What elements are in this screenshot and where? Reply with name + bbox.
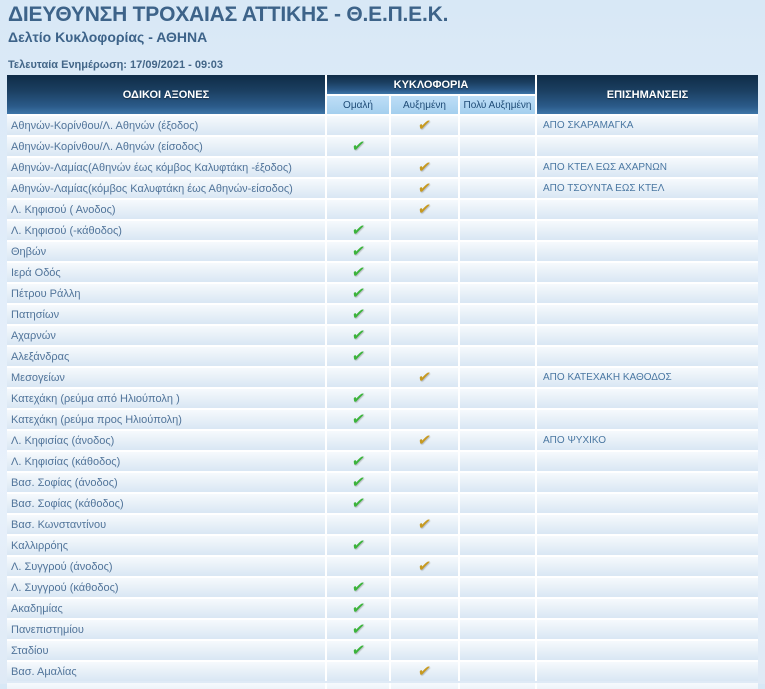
road-name: Κατεχάκη (ρεύμα προς Ηλιούπολη) (7, 410, 325, 429)
traffic-bulletin-page (0, 3, 765, 689)
remark-cell (537, 452, 758, 471)
check-icon: ✔ (416, 369, 433, 386)
status-cell-very-increased (460, 452, 535, 471)
status-cell-very-increased (460, 473, 535, 492)
check-icon: ✔ (350, 579, 366, 596)
check-icon: ✔ (350, 453, 366, 470)
subcolumn-header-increased: Αυξημένη (391, 96, 458, 114)
status-cell-normal (327, 389, 389, 408)
subcolumn-header-very-increased: Πολύ Αυξημένη (460, 96, 535, 114)
status-cell-increased (391, 431, 458, 450)
status-cell-very-increased (460, 179, 535, 198)
status-cell-increased (391, 557, 458, 576)
status-cell-increased (391, 347, 458, 366)
status-cell-very-increased (460, 200, 535, 219)
status-cell-increased (391, 641, 458, 660)
check-icon: ✔ (350, 222, 366, 239)
remark-cell: ΑΠΟ ΨΥΧΙΚΟ (537, 431, 758, 450)
remark-cell (537, 242, 758, 261)
status-cell-normal (327, 410, 389, 429)
status-cell-increased (391, 326, 458, 345)
remark-cell (537, 473, 758, 492)
status-cell-very-increased (460, 116, 535, 135)
status-cell-increased (391, 116, 458, 135)
check-icon: ✔ (416, 117, 433, 134)
remark-cell (537, 284, 758, 303)
status-cell-increased (391, 200, 458, 219)
status-cell-normal (327, 557, 389, 576)
road-name: Ακαδημίας (7, 599, 325, 618)
road-name: Μεσογείων (7, 368, 325, 387)
status-cell-increased (391, 494, 458, 513)
status-cell-very-increased (460, 305, 535, 324)
column-header-traffic: ΚΥΚΛΟΦΟΡΙΑ (327, 75, 535, 94)
check-icon: ✔ (350, 138, 366, 155)
check-icon: ✔ (350, 537, 366, 554)
check-icon: ✔ (416, 663, 433, 680)
remark-cell (537, 662, 758, 681)
status-cell-increased (391, 578, 458, 597)
page-subtitle: Δελτίο Κυκλοφορίας - ΑΘΗΝΑ (8, 29, 208, 45)
road-name: Λ. Κηφισού ( Ανοδος) (7, 200, 325, 219)
remark-cell (537, 620, 758, 639)
remark-cell: ΑΠΟ ΚΑΤΕΧΑΚΗ ΚΑΘΟΔΟΣ (537, 368, 758, 387)
page-title: ΔΙΕΥΘΥΝΣΗ ΤΡΟΧΑΙΑΣ ΑΤΤΙΚΗΣ - Θ.Ε.Π.Ε.Κ. (8, 3, 449, 26)
status-cell-normal (327, 662, 389, 681)
road-name: Λ. Συγγρού (κάθοδος) (7, 578, 325, 597)
status-cell-increased (391, 662, 458, 681)
status-cell-increased (391, 158, 458, 177)
status-cell-normal (327, 137, 389, 156)
status-cell-very-increased (460, 410, 535, 429)
road-name: Λ. Συγγρού (άνοδος) (7, 557, 325, 576)
road-name: Αχαρνών (7, 326, 325, 345)
status-cell-increased (391, 221, 458, 240)
status-cell-normal (327, 305, 389, 324)
road-name: Σταδίου (7, 641, 325, 660)
status-cell-normal (327, 641, 389, 660)
road-name: Λ. Κηφισού (-κάθοδος) (7, 221, 325, 240)
status-cell-increased (391, 389, 458, 408)
check-icon: ✔ (350, 621, 366, 638)
check-icon: ✔ (416, 516, 433, 533)
remark-cell (537, 536, 758, 555)
check-icon: ✔ (350, 600, 366, 617)
status-cell-very-increased (460, 662, 535, 681)
status-cell-normal (327, 116, 389, 135)
status-cell-very-increased (460, 431, 535, 450)
status-cell-increased (391, 137, 458, 156)
status-cell-increased (391, 536, 458, 555)
status-cell-very-increased (460, 221, 535, 240)
remark-cell (537, 326, 758, 345)
remark-cell (537, 137, 758, 156)
remark-cell (537, 641, 758, 660)
status-cell-very-increased (460, 263, 535, 282)
last-update (8, 59, 758, 71)
remark-cell (537, 200, 758, 219)
remark-cell: ΑΠΟ ΤΣΟΥΝΤΑ ΕΩΣ ΚΤΕΛ (537, 179, 758, 198)
remark-cell (537, 221, 758, 240)
status-cell-normal (327, 326, 389, 345)
remark-cell (537, 599, 758, 618)
last-update-value: 17/09/2021 - 09:03 (130, 59, 224, 71)
check-icon: ✔ (350, 474, 366, 491)
last-update-label: Τελευταία Ενημέρωση: (8, 59, 127, 71)
road-name: Κατεχάκη (ρεύμα από Ηλιούπολη ) (7, 389, 325, 408)
road-name: Λ. Κηφισίας (άνοδος) (7, 431, 325, 450)
road-name: Πέτρου Ράλλη (7, 284, 325, 303)
remark-cell (537, 410, 758, 429)
check-icon: ✔ (416, 159, 433, 176)
check-icon: ✔ (350, 411, 366, 428)
status-cell-very-increased (460, 368, 535, 387)
road-name: Πατησίων (7, 305, 325, 324)
road-name: Ιερά Οδός (7, 263, 325, 282)
status-cell-normal (327, 158, 389, 177)
status-cell-increased (391, 179, 458, 198)
status-cell-increased (391, 305, 458, 324)
road-name: Αθηνών-Λαμίας(κόμβος Καλυφτάκη έως Αθηνών-είσοδος) (7, 179, 325, 198)
remark-cell (537, 515, 758, 534)
status-cell-normal (327, 536, 389, 555)
status-cell-increased (391, 452, 458, 471)
status-cell-normal (327, 284, 389, 303)
status-cell-very-increased (460, 326, 535, 345)
status-cell-very-increased (460, 578, 535, 597)
road-name: Αλεξάνδρας (7, 347, 325, 366)
status-cell-very-increased (460, 536, 535, 555)
status-cell-very-increased (460, 599, 535, 618)
road-name: Βασ. Σοφίας (κάθοδος) (7, 494, 325, 513)
remark-cell (537, 305, 758, 324)
status-cell-normal (327, 599, 389, 618)
remark-cell (537, 578, 758, 597)
road-name: Θηβών (7, 242, 325, 261)
status-cell-very-increased (460, 347, 535, 366)
status-cell-very-increased (460, 515, 535, 534)
remark-cell (537, 347, 758, 366)
status-cell-increased (391, 620, 458, 639)
status-cell-very-increased (460, 158, 535, 177)
status-cell-normal (327, 368, 389, 387)
status-cell-normal (327, 494, 389, 513)
check-icon: ✔ (350, 306, 366, 323)
check-icon: ✔ (350, 264, 366, 281)
status-cell-increased (391, 284, 458, 303)
status-cell-increased (391, 242, 458, 261)
road-name: Καλλιρρόης (7, 536, 325, 555)
status-cell-normal (327, 200, 389, 219)
road-name: Αθηνών-Λαμίας(Αθηνών έως κόμβος Καλυφτάκη -έξοδος) (7, 158, 325, 177)
check-icon: ✔ (350, 243, 366, 260)
status-cell-normal (327, 620, 389, 639)
status-cell-very-increased (460, 494, 535, 513)
road-name: Λ. Κηφισίας (κάθοδος) (7, 452, 325, 471)
road-name: Βασ. Σοφίας (άνοδος) (7, 473, 325, 492)
remark-cell (537, 389, 758, 408)
status-cell-increased (391, 599, 458, 618)
column-header-remarks: ΕΠΙΣΗΜΑΝΣΕΙΣ (537, 75, 758, 114)
status-cell-increased (391, 473, 458, 492)
status-cell-normal (327, 179, 389, 198)
status-cell-very-increased (460, 641, 535, 660)
status-cell-very-increased (460, 137, 535, 156)
check-icon: ✔ (350, 285, 366, 302)
status-cell-normal (327, 221, 389, 240)
road-name: Αθηνών-Κορίνθου/Λ. Αθηνών (έξοδος) (7, 116, 325, 135)
remark-cell (537, 263, 758, 282)
road-name: Βασ. Κωνσταντίνου (7, 515, 325, 534)
status-cell-very-increased (460, 389, 535, 408)
status-cell-normal (327, 578, 389, 597)
status-cell-increased (391, 515, 458, 534)
status-cell-very-increased (460, 284, 535, 303)
status-cell-normal (327, 431, 389, 450)
road-name: Αθηνών-Κορίνθου/Λ. Αθηνών (είσοδος) (7, 137, 325, 156)
status-cell-normal (327, 263, 389, 282)
remark-cell (537, 557, 758, 576)
check-icon: ✔ (416, 432, 433, 449)
remark-cell (537, 494, 758, 513)
check-icon: ✔ (350, 390, 366, 407)
road-name: Πανεπιστημίου (7, 620, 325, 639)
status-cell-very-increased (460, 557, 535, 576)
check-icon: ✔ (416, 201, 433, 218)
status-cell-normal (327, 452, 389, 471)
status-cell-normal (327, 473, 389, 492)
check-icon: ✔ (416, 180, 433, 197)
road-name: Βασ. Αμαλίας (7, 662, 325, 681)
check-icon: ✔ (350, 642, 366, 659)
check-icon: ✔ (350, 495, 366, 512)
status-cell-increased (391, 263, 458, 282)
column-header-roads: ΟΔΙΚΟΙ ΑΞΟΝΕΣ (7, 75, 325, 114)
status-cell-increased (391, 368, 458, 387)
check-icon: ✔ (350, 327, 366, 344)
status-cell-normal (327, 515, 389, 534)
remark-cell: ΑΠΟ ΚΤΕΛ ΕΩΣ ΑΧΑΡΝΩΝ (537, 158, 758, 177)
status-cell-very-increased (460, 620, 535, 639)
traffic-table (7, 75, 758, 681)
clipped-row (7, 683, 758, 689)
status-cell-increased (391, 410, 458, 429)
subcolumn-header-normal: Ομαλή (327, 96, 389, 114)
status-cell-normal (327, 347, 389, 366)
status-cell-normal (327, 242, 389, 261)
check-icon: ✔ (416, 558, 433, 575)
check-icon: ✔ (350, 348, 366, 365)
remark-cell: ΑΠΟ ΣΚΑΡΑΜΑΓΚΑ (537, 116, 758, 135)
status-cell-very-increased (460, 242, 535, 261)
